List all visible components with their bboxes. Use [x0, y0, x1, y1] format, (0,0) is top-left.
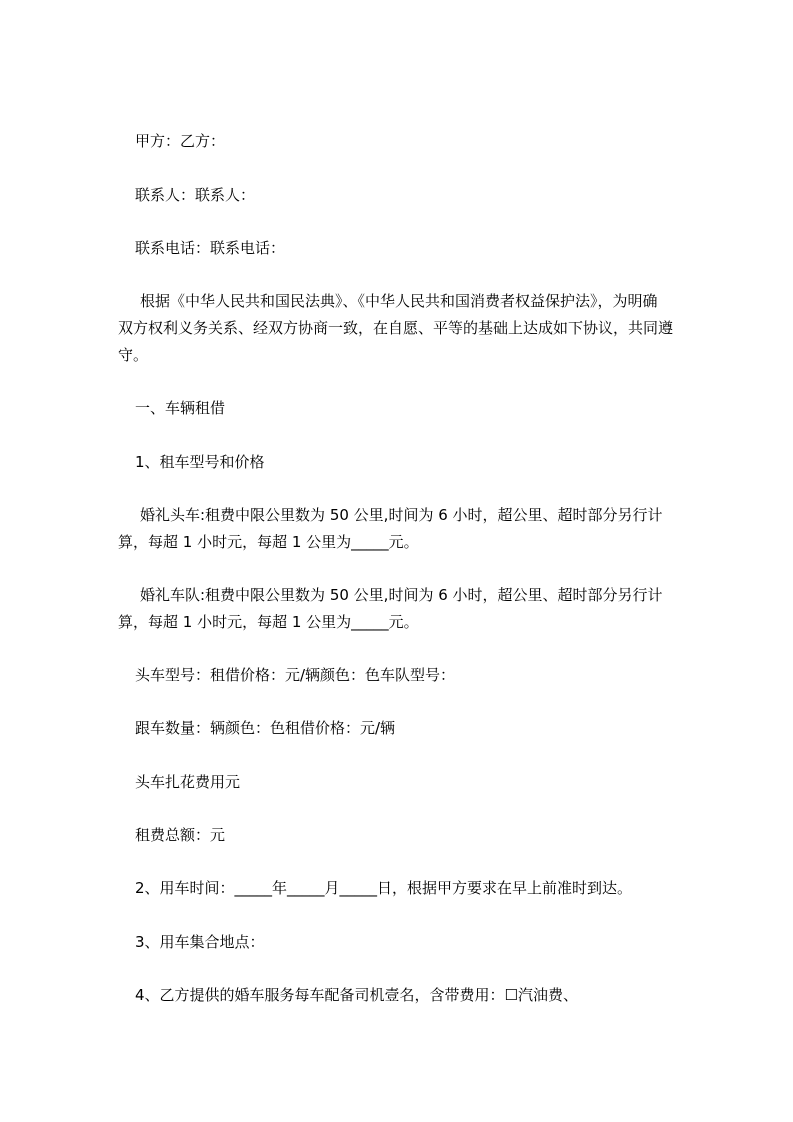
fleet-terms-line-2: 算，每超 1 小时元，每超 1 公里为_____元。	[118, 613, 419, 631]
fleet-terms-line-1: 婚礼车队:租费中限公里数为 50 公里,时间为 6 小时，超公里、超时部分另行计	[140, 586, 663, 604]
lead-car-model-line: 头车型号：租借价格：元/辆颜色：色车队型号：	[135, 666, 456, 684]
preamble-line-1: 根据《中华人民共和国民法典》、《中华人民共和国消费者权益保护法》，为明确	[140, 292, 658, 310]
contact-person-line: 联系人：联系人：	[135, 186, 256, 204]
contact-phone-line: 联系电话：联系电话：	[135, 239, 286, 257]
subsection-heading-model-price: 1、租车型号和价格	[135, 453, 265, 471]
meeting-place-line: 3、用车集合地点：	[135, 933, 265, 951]
usage-time-line: 2、用车时间：_____年_____月_____日，根据甲方要求在早上前准时到达。	[135, 879, 633, 897]
lead-car-terms-line-1: 婚礼头车:租费中限公里数为 50 公里,时间为 6 小时，超公里、超时部分另行计	[140, 506, 663, 524]
lead-car-terms-line-2: 算，每超 1 小时元，每超 1 公里为_____元。	[118, 533, 419, 551]
party-line: 甲方：乙方：	[135, 132, 226, 150]
preamble-line-2: 双方权利义务关系、经双方协商一致，在自愿、平等的基础上达成如下协议，共同遵	[118, 319, 674, 337]
section-heading-rental: 一、车辆租借	[135, 399, 226, 417]
preamble-line-3: 守。	[118, 346, 149, 364]
flower-decoration-fee-line: 头车扎花费用元	[135, 773, 241, 791]
driver-service-line: 4、乙方提供的婚车服务每车配备司机壹名，含带费用：☐汽油费、	[135, 986, 578, 1004]
follow-car-count-line: 跟车数量：辆颜色：色租借价格：元/辆	[135, 719, 396, 737]
total-fee-line: 租费总额：元	[135, 826, 226, 844]
